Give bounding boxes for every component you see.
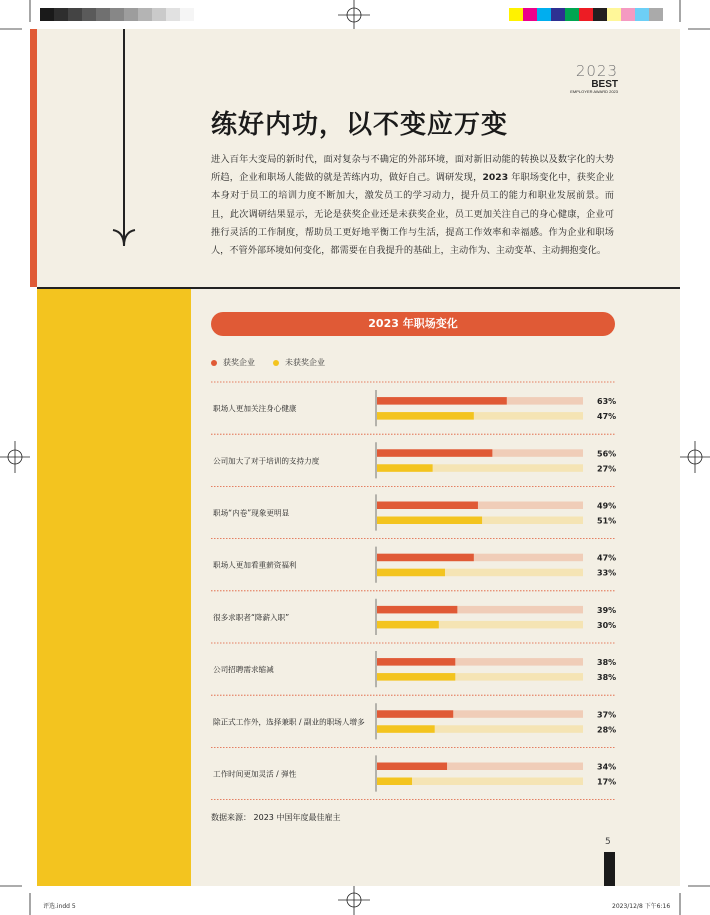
- print-slug-file: 评选.indd 5: [43, 903, 76, 910]
- bar-awarded: [377, 606, 457, 614]
- category-label: 很多求职者“降薪入职”: [213, 612, 290, 622]
- bar-awarded: [377, 554, 474, 562]
- bar-not-awarded: [377, 778, 412, 786]
- data-label: 39%: [597, 605, 617, 615]
- bar-awarded: [377, 658, 455, 666]
- legend-label: 获奖企业: [223, 358, 255, 367]
- page-title: 练好内功，以不变应万变: [211, 110, 509, 140]
- page-tab: [604, 852, 615, 886]
- bar-not-awarded: [377, 517, 482, 525]
- category-label: 公司加大了对于培训的支持力度: [213, 456, 320, 466]
- data-label: 51%: [597, 516, 617, 526]
- category-label: 职场人更加关注身心健康: [213, 404, 297, 414]
- bar-not-awarded: [377, 725, 435, 733]
- data-label: 56%: [597, 449, 617, 459]
- data-label: 49%: [597, 501, 617, 511]
- data-label: 27%: [597, 464, 617, 474]
- logo-year: 2023: [575, 62, 618, 80]
- data-label: 30%: [597, 620, 617, 630]
- data-label: 17%: [597, 777, 617, 787]
- logo-subtitle: EMPLOYER AWARD 2023: [570, 89, 618, 94]
- data-source: 数据来源： 2023 中国年度最佳雇主: [211, 813, 341, 822]
- data-label: 38%: [597, 673, 617, 683]
- data-label: 33%: [597, 568, 617, 578]
- intro-text-run: 2023: [482, 172, 509, 184]
- bar-not-awarded: [377, 569, 445, 577]
- intro-text-run: 年职场变化中，获奖企业本身对于员工的培训力度不断加大，激发员工的学习动力，提升员工的能力和职业发展前景。而且，此次调研结果显示，无论是获奖企业还是未获奖企业，员工更加关注自己的身心健康，企业可推行灵活的工作制度，帮助员工更好地平衡工作与生活，提高工作效率和幸福感。作为企业和职场人，不管外部环境如何变化，都需要在自我提升的基础上，主动作为、主动变革、主动拥抱变化。: [211, 172, 615, 257]
- print-slug-date: 2023/12/8 下午6:16: [612, 903, 671, 910]
- chart-title: 2023 年职场变化: [211, 312, 615, 336]
- bar-awarded: [377, 710, 453, 718]
- category-label: 职场“内卷”现象更明显: [213, 508, 290, 518]
- logo-brand: BEST: [591, 79, 618, 90]
- data-label: 34%: [597, 762, 617, 772]
- category-label: 除正式工作外，选择兼职 / 副业的职场人增多: [213, 717, 365, 727]
- bar-not-awarded: [377, 464, 433, 472]
- bar-awarded: [377, 763, 447, 771]
- bar-not-awarded: [377, 412, 474, 420]
- data-label: 47%: [597, 553, 617, 563]
- category-label: 工作时间更加灵活 / 弹性: [213, 769, 297, 779]
- data-label: 28%: [597, 725, 617, 735]
- category-label: 职场人更加看重薪资福利: [213, 560, 297, 570]
- legend-label: 未获奖企业: [285, 358, 325, 367]
- page-number: 5: [605, 837, 611, 847]
- data-label: 37%: [597, 710, 617, 720]
- data-label: 47%: [597, 412, 617, 422]
- bar-not-awarded: [377, 673, 455, 681]
- bar-awarded: [377, 397, 507, 405]
- intro-text-run: 进入百年大变局的新时代，面对复杂与不确定的外部环境，面对新旧动能的转换以及数字化的大势所趋，企业和职场人能做的就是苦练内功，做好自己。调研发现，: [211, 154, 614, 184]
- bar-not-awarded: [377, 621, 439, 629]
- data-label: 63%: [597, 397, 617, 407]
- category-label: 公司招聘需求缩减: [213, 665, 274, 675]
- bar-awarded: [377, 502, 478, 510]
- bar-awarded: [377, 449, 492, 457]
- data-label: 38%: [597, 658, 617, 668]
